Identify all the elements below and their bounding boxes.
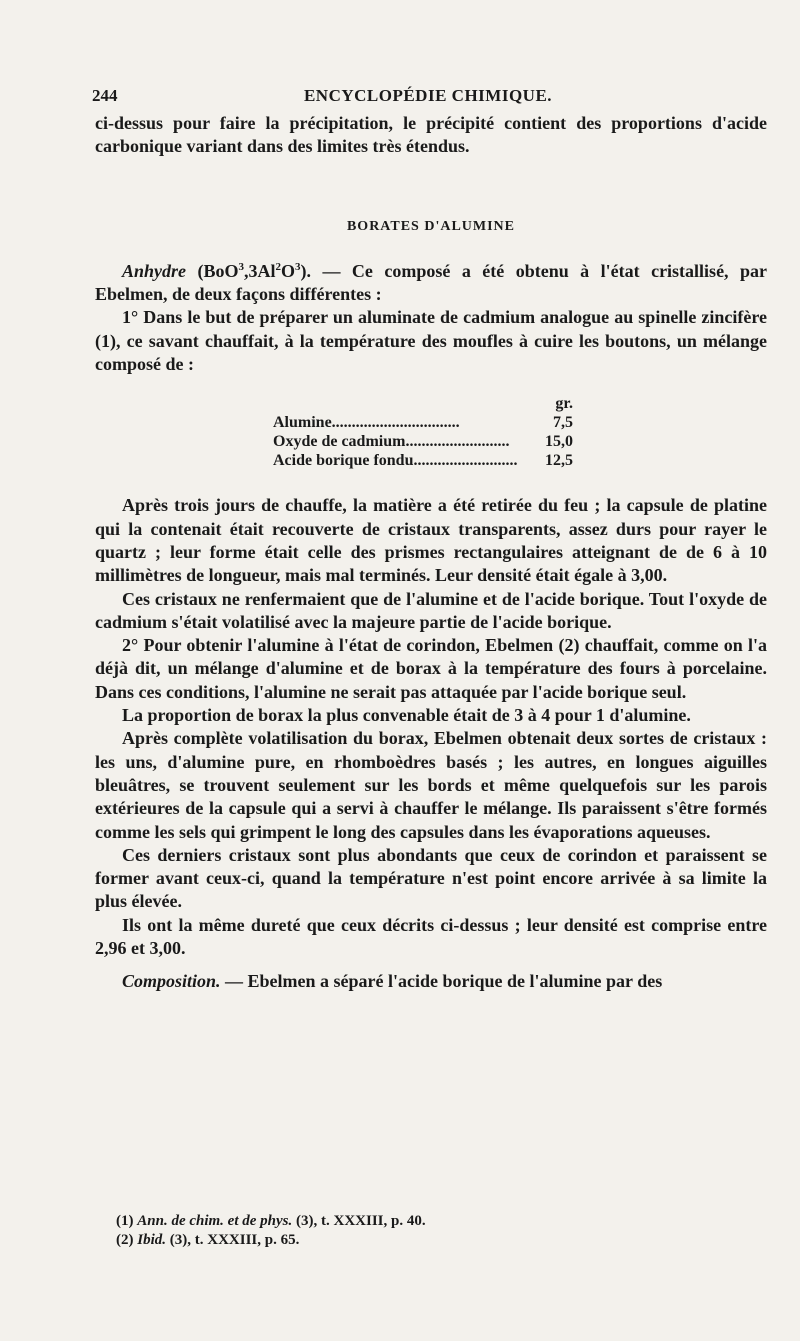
composition-table	[273, 394, 573, 470]
paragraph-composition-crystals: Ces cristaux ne renfermaient que de l'alumine et de l'acide borique. Tout l'oxyde de cadmium s'était volatilisé avec la majeure partie de l'acide borique.	[95, 588, 767, 632]
page-number: 244	[92, 86, 118, 105]
anhydre-paragraph	[95, 260, 767, 307]
footnote-2: (2) Ibid. (3), t. XXXIII, p. 65.	[116, 1232, 300, 1248]
footnotes	[116, 1212, 716, 1250]
paragraph-method-2: 2° Pour obtenir l'alumine à l'état de corindon, Ebelmen (2) chauffait, comme on l'a déjà dit, un mélange d'alumine et de borax à la température des fours à porcelaine. Dans ces conditions, l'alumine ne serait pas attaquée par l'acide borique seul.	[95, 635, 767, 702]
anhydre-text: — Ce composé a été obtenu à l'état cristallisé, par Ebelmen, de deux façons différentes :	[95, 260, 768, 305]
running-title: ENCYCLOPÉDIE CHIMIQUE.	[303, 86, 553, 105]
composition-text: — Ebelmen a séparé l'acide borique de l'alumine par des	[220, 971, 663, 992]
table-row	[273, 432, 573, 451]
section-title: BORATES D'ALUMINE	[346, 218, 516, 234]
page-header	[92, 86, 764, 108]
table-row	[273, 413, 573, 432]
row-label: Oxyde de cadmium..........................	[273, 433, 510, 451]
paragraph-density: Ils ont la même dureté que ceux décrits ci-dessus ; leur densité est comprise entre 2,96 et 3,00.	[95, 914, 767, 959]
intro-paragraph: ci-dessus pour faire la précipitation, le précipité contient des proportions d'acide carbonique variant dans des limites très étendus.	[95, 113, 767, 157]
paragraph-proportion: La proportion de borax la plus convenable était de 3 à 4 pour 1 d'alumine.	[122, 705, 691, 726]
footnote-1: (1) Ann. de chim. et de phys. (3), t. XXXIII, p. 40.	[116, 1213, 426, 1229]
row-value: 7,5	[553, 414, 573, 432]
anhydre-label: Anhydre	[122, 260, 187, 281]
paragraph-method-1: 1° Dans le but de préparer un aluminate de cadmium analogue au spinelle zincifère (1), ce savant chauffait, à la température des moufles à cuire les boutons, un mélange composé de :	[95, 307, 767, 375]
row-label: Alumine................................	[273, 414, 460, 432]
row-label: Acide borique fondu..........................	[273, 452, 518, 470]
table-unit-row	[273, 394, 573, 413]
paragraph-volatilisation: Après complète volatilisation du borax, Ebelmen obtenait deux sortes de cristaux : les uns, d'alumine pure, en rhomboèdres basés ; les autres, en longues aiguilles bleuâtres, se trouvent seulement sur les bords et même quelquefois sur les parois extérieures de la capsule qui a servi à chauffer le mélange. Ils paraissent s'être formés comme les sels qui grimpent le long des capsules dans les évaporations aqueuses.	[95, 728, 767, 842]
anhydre-formula: $(BoO^3,3Al^2O^3)$.	[197, 260, 312, 281]
table-row	[273, 451, 573, 470]
composition-paragraph	[95, 970, 767, 993]
row-value: 15,0	[545, 433, 573, 451]
paragraph-abundance: Ces derniers cristaux sont plus abondants que ceux de corindon et paraissent se former avant ceux-ci, quand la température n'est point encore arrivée à sa limite la plus élevée.	[95, 844, 767, 912]
paragraph-result: Après trois jours de chauffe, la matière a été retirée du feu ; la capsule de platine qui la contenait était recouverte de cristaux transparents, assez durs pour rayer le quartz ; leur forme était celle des prismes rectangulaires atteignant de de 6 à 10 millimètres de longueur, mais mal terminés. Leur densité était égale à 3,00.	[95, 495, 767, 586]
unit-label: gr.	[555, 395, 573, 413]
composition-label: Composition.	[122, 971, 221, 992]
page-body	[95, 112, 767, 994]
row-value: 12,5	[545, 452, 573, 470]
